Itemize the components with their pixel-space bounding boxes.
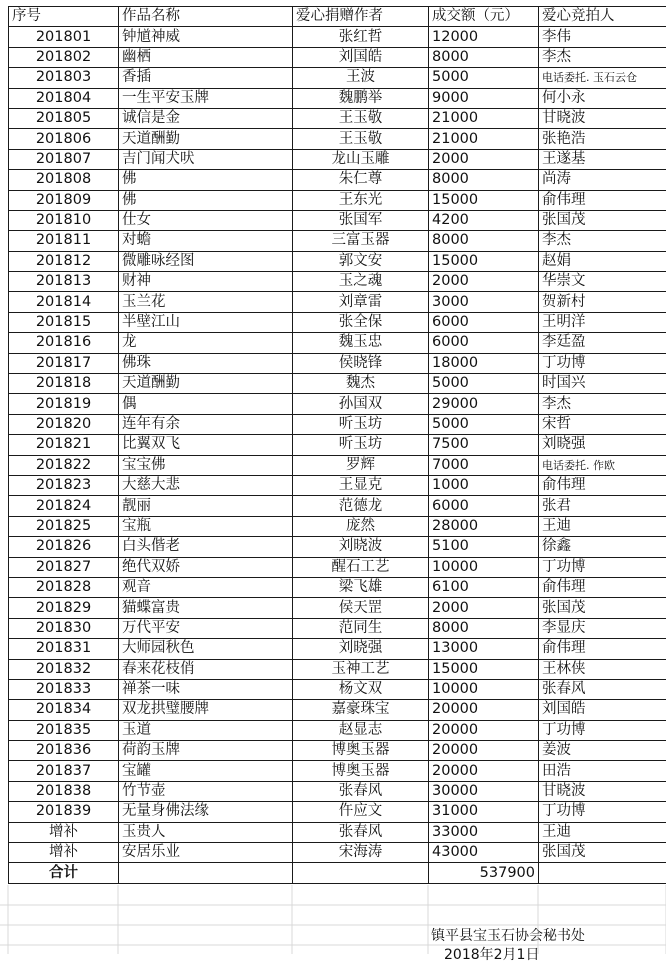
cell-deal-amount: 5100	[429, 537, 539, 557]
table-row	[9, 475, 666, 495]
cell-serial-number: 201831	[9, 639, 119, 659]
table-row	[9, 741, 666, 761]
cell-deal-amount: 5000	[429, 374, 539, 394]
table-row	[9, 394, 666, 414]
cell-deal-amount: 20000	[429, 700, 539, 720]
table-row	[9, 374, 666, 394]
cell-bidder: 赵娟	[539, 251, 666, 271]
cell-work-name: 无量身佛法缘	[119, 802, 293, 822]
cell-donor-author: 张春风	[293, 781, 429, 801]
cell-bidder: 俞伟理	[539, 577, 666, 597]
cell-deal-amount: 5000	[429, 68, 539, 88]
cell-serial-number: 201838	[9, 781, 119, 801]
table-row	[9, 190, 666, 210]
cell-serial-number: 增补	[9, 822, 119, 842]
cell-bidder: 俞伟理	[539, 475, 666, 495]
cell-deal-amount: 20000	[429, 741, 539, 761]
table-row	[9, 353, 666, 373]
cell-donor-author: 魏玉忠	[293, 333, 429, 353]
cell-bidder: 俞伟理	[539, 639, 666, 659]
cell-deal-amount: 15000	[429, 190, 539, 210]
cell-work-name: 天道酬勤	[119, 129, 293, 149]
cell-bidder: 张国茂	[539, 210, 666, 230]
cell-work-name: 春来花枝俏	[119, 659, 293, 679]
cell-bidder: 李杰	[539, 394, 666, 414]
cell-bidder: 时国兴	[539, 374, 666, 394]
cell-donor-author: 王波	[293, 68, 429, 88]
cell-work-name: 大师园秋色	[119, 639, 293, 659]
cell-serial-number: 201809	[9, 190, 119, 210]
table-row	[9, 781, 666, 801]
cell-bidder: 李伟	[539, 27, 666, 47]
table-row	[9, 618, 666, 638]
table-row	[9, 455, 666, 475]
cell-bidder: 甘晓波	[539, 781, 666, 801]
cell-deal-amount: 28000	[429, 516, 539, 536]
cell-serial-number: 201833	[9, 679, 119, 699]
cell-serial-number: 201822	[9, 455, 119, 475]
table-row	[9, 333, 666, 353]
cell-donor-author: 梁飞雄	[293, 577, 429, 597]
cell-work-name: 佛	[119, 170, 293, 190]
table-header-row	[9, 7, 666, 27]
cell-donor-author: 赵显志	[293, 720, 429, 740]
cell-donor-author: 张全保	[293, 312, 429, 332]
cell-bidder: 张国茂	[539, 598, 666, 618]
cell-work-name: 比翼双飞	[119, 435, 293, 455]
cell-donor-author: 张国军	[293, 210, 429, 230]
cell-bidder: 王遂基	[539, 149, 666, 169]
table-row	[9, 577, 666, 597]
cell-deal-amount: 6000	[429, 312, 539, 332]
total-empty-cell	[293, 863, 429, 883]
table-row	[9, 108, 666, 128]
table-row	[9, 272, 666, 292]
cell-serial-number: 201823	[9, 475, 119, 495]
cell-serial-number: 201827	[9, 557, 119, 577]
cell-donor-author: 仵应文	[293, 802, 429, 822]
cell-serial-number: 201815	[9, 312, 119, 332]
table-row	[9, 231, 666, 251]
total-label: 合计	[9, 863, 119, 883]
cell-deal-amount: 8000	[429, 170, 539, 190]
table-row	[9, 700, 666, 720]
cell-donor-author: 郭文安	[293, 251, 429, 271]
cell-donor-author: 侯晓锋	[293, 353, 429, 373]
cell-deal-amount: 3000	[429, 292, 539, 312]
cell-donor-author: 刘章雷	[293, 292, 429, 312]
cell-deal-amount: 13000	[429, 639, 539, 659]
header-bidder: 爱心竞拍人	[539, 7, 666, 27]
table-row	[9, 129, 666, 149]
cell-deal-amount: 5000	[429, 414, 539, 434]
header-deal-amount: 成交额（元）	[429, 7, 539, 27]
cell-deal-amount: 12000	[429, 27, 539, 47]
cell-work-name: 禅茶一味	[119, 679, 293, 699]
cell-work-name: 仕女	[119, 210, 293, 230]
cell-donor-author: 听玉坊	[293, 435, 429, 455]
cell-donor-author: 玉神工艺	[293, 659, 429, 679]
cell-serial-number: 201836	[9, 741, 119, 761]
cell-serial-number: 201817	[9, 353, 119, 373]
cell-work-name: 竹节壶	[119, 781, 293, 801]
cell-serial-number: 201828	[9, 577, 119, 597]
cell-serial-number: 201816	[9, 333, 119, 353]
cell-deal-amount: 15000	[429, 251, 539, 271]
table-row	[9, 414, 666, 434]
cell-deal-amount: 10000	[429, 557, 539, 577]
table-row	[9, 251, 666, 271]
cell-donor-author: 博奥玉器	[293, 761, 429, 781]
cell-deal-amount: 15000	[429, 659, 539, 679]
cell-bidder: 王明洋	[539, 312, 666, 332]
cell-donor-author: 玉之魂	[293, 272, 429, 292]
cell-bidder: 丁功博	[539, 557, 666, 577]
cell-serial-number: 201811	[9, 231, 119, 251]
cell-deal-amount: 4200	[429, 210, 539, 230]
cell-bidder: 李杰	[539, 47, 666, 67]
cell-deal-amount: 20000	[429, 720, 539, 740]
cell-work-name: 对蟾	[119, 231, 293, 251]
cell-deal-amount: 18000	[429, 353, 539, 373]
cell-bidder: 张国茂	[539, 843, 666, 863]
table-row	[9, 659, 666, 679]
cell-bidder: 王林侠	[539, 659, 666, 679]
cell-bidder: 宋哲	[539, 414, 666, 434]
cell-bidder: 何小永	[539, 88, 666, 108]
cell-bidder: 徐鑫	[539, 537, 666, 557]
cell-deal-amount: 8000	[429, 618, 539, 638]
cell-donor-author: 刘晓波	[293, 537, 429, 557]
cell-donor-author: 庞然	[293, 516, 429, 536]
cell-work-name: 佛	[119, 190, 293, 210]
cell-deal-amount: 31000	[429, 802, 539, 822]
header-serial-number: 序号	[9, 7, 119, 27]
cell-deal-amount: 8000	[429, 231, 539, 251]
cell-donor-author: 博奥玉器	[293, 741, 429, 761]
table-row	[9, 88, 666, 108]
cell-serial-number: 201835	[9, 720, 119, 740]
cell-serial-number: 201839	[9, 802, 119, 822]
cell-deal-amount: 43000	[429, 843, 539, 863]
cell-donor-author: 侯天罡	[293, 598, 429, 618]
table-row	[9, 170, 666, 190]
header-donor-author: 爱心捐赠作者	[293, 7, 429, 27]
auction-records-table	[8, 6, 666, 884]
cell-serial-number: 201818	[9, 374, 119, 394]
cell-deal-amount: 33000	[429, 822, 539, 842]
cell-serial-number: 201802	[9, 47, 119, 67]
cell-serial-number: 201826	[9, 537, 119, 557]
cell-bidder: 田浩	[539, 761, 666, 781]
cell-deal-amount: 21000	[429, 129, 539, 149]
cell-deal-amount: 29000	[429, 394, 539, 414]
cell-donor-author: 杨文双	[293, 679, 429, 699]
cell-work-name: 安居乐业	[119, 843, 293, 863]
cell-donor-author: 醒石工艺	[293, 557, 429, 577]
table-row	[9, 68, 666, 88]
cell-deal-amount: 20000	[429, 761, 539, 781]
table-row	[9, 292, 666, 312]
total-empty-cell	[119, 863, 293, 883]
cell-deal-amount: 6100	[429, 577, 539, 597]
cell-work-name: 香插	[119, 68, 293, 88]
cell-donor-author: 龙山玉雕	[293, 149, 429, 169]
cell-deal-amount: 2000	[429, 598, 539, 618]
cell-serial-number: 201803	[9, 68, 119, 88]
cell-serial-number: 201807	[9, 149, 119, 169]
cell-work-name: 猫蝶富贵	[119, 598, 293, 618]
cell-bidder: 张君	[539, 496, 666, 516]
cell-serial-number: 201801	[9, 27, 119, 47]
cell-deal-amount: 6000	[429, 333, 539, 353]
cell-deal-amount: 10000	[429, 679, 539, 699]
cell-donor-author: 张春风	[293, 822, 429, 842]
cell-donor-author: 朱仁尊	[293, 170, 429, 190]
cell-donor-author: 宋海涛	[293, 843, 429, 863]
cell-work-name: 宝宝佛	[119, 455, 293, 475]
cell-serial-number: 201824	[9, 496, 119, 516]
footer-organization: 镇平县宝玉石协会秘书处	[431, 925, 585, 945]
cell-work-name: 佛珠	[119, 353, 293, 373]
cell-bidder: 张艳浩	[539, 129, 666, 149]
cell-bidder: 李杰	[539, 231, 666, 251]
cell-work-name: 双龙拱璧腰牌	[119, 700, 293, 720]
cell-work-name: 观音	[119, 577, 293, 597]
cell-bidder: 丁功博	[539, 720, 666, 740]
cell-serial-number: 201830	[9, 618, 119, 638]
cell-donor-author: 孙国双	[293, 394, 429, 414]
cell-work-name: 玉兰花	[119, 292, 293, 312]
cell-bidder: 丁功博	[539, 802, 666, 822]
cell-work-name: 幽栖	[119, 47, 293, 67]
cell-serial-number: 201805	[9, 108, 119, 128]
table-row	[9, 761, 666, 781]
cell-work-name: 绝代双娇	[119, 557, 293, 577]
cell-work-name: 白头偕老	[119, 537, 293, 557]
cell-work-name: 大慈大悲	[119, 475, 293, 495]
table-row	[9, 210, 666, 230]
cell-donor-author: 嘉豪珠宝	[293, 700, 429, 720]
cell-deal-amount: 21000	[429, 108, 539, 128]
cell-bidder: 姜波	[539, 741, 666, 761]
cell-deal-amount: 9000	[429, 88, 539, 108]
cell-serial-number: 201806	[9, 129, 119, 149]
cell-serial-number: 增补	[9, 843, 119, 863]
cell-bidder: 电话委托. 玉石云仓	[539, 68, 666, 88]
table-row	[9, 496, 666, 516]
cell-donor-author: 魏杰	[293, 374, 429, 394]
cell-deal-amount: 30000	[429, 781, 539, 801]
table-row	[9, 516, 666, 536]
cell-work-name: 一生平安玉牌	[119, 88, 293, 108]
cell-donor-author: 范同生	[293, 618, 429, 638]
cell-deal-amount: 8000	[429, 47, 539, 67]
cell-serial-number: 201804	[9, 88, 119, 108]
cell-deal-amount: 6000	[429, 496, 539, 516]
table-row	[9, 557, 666, 577]
cell-donor-author: 范德龙	[293, 496, 429, 516]
cell-serial-number: 201819	[9, 394, 119, 414]
cell-serial-number: 201837	[9, 761, 119, 781]
table-row	[9, 679, 666, 699]
cell-serial-number: 201820	[9, 414, 119, 434]
cell-donor-author: 刘国皓	[293, 47, 429, 67]
cell-bidder: 李显庆	[539, 618, 666, 638]
table-row	[9, 537, 666, 557]
cell-bidder: 张春风	[539, 679, 666, 699]
cell-work-name: 财神	[119, 272, 293, 292]
cell-work-name: 偶	[119, 394, 293, 414]
cell-bidder: 王迪	[539, 516, 666, 536]
cell-serial-number: 201829	[9, 598, 119, 618]
total-value: 537900	[429, 863, 539, 883]
cell-deal-amount: 2000	[429, 272, 539, 292]
cell-work-name: 靓丽	[119, 496, 293, 516]
table-row	[9, 720, 666, 740]
cell-work-name: 玉贵人	[119, 822, 293, 842]
cell-bidder: 刘国皓	[539, 700, 666, 720]
cell-serial-number: 201825	[9, 516, 119, 536]
cell-serial-number: 201832	[9, 659, 119, 679]
table-row	[9, 822, 666, 842]
total-row	[9, 863, 666, 883]
cell-work-name: 宝罐	[119, 761, 293, 781]
cell-bidder: 华崇文	[539, 272, 666, 292]
cell-serial-number: 201812	[9, 251, 119, 271]
cell-deal-amount: 7500	[429, 435, 539, 455]
cell-donor-author: 听玉坊	[293, 414, 429, 434]
cell-deal-amount: 2000	[429, 149, 539, 169]
cell-serial-number: 201813	[9, 272, 119, 292]
table-row	[9, 149, 666, 169]
table-row	[9, 435, 666, 455]
cell-donor-author: 王东光	[293, 190, 429, 210]
cell-work-name: 钟馗神威	[119, 27, 293, 47]
cell-donor-author: 王玉敬	[293, 129, 429, 149]
cell-donor-author: 张红哲	[293, 27, 429, 47]
cell-bidder: 尚涛	[539, 170, 666, 190]
header-work-name: 作品名称	[119, 7, 293, 27]
cell-serial-number: 201814	[9, 292, 119, 312]
cell-bidder: 电话委托. 作欧	[539, 455, 666, 475]
cell-bidder: 王迪	[539, 822, 666, 842]
table-row	[9, 802, 666, 822]
cell-donor-author: 罗辉	[293, 455, 429, 475]
cell-serial-number: 201808	[9, 170, 119, 190]
cell-serial-number: 201821	[9, 435, 119, 455]
cell-work-name: 宝瓶	[119, 516, 293, 536]
cell-donor-author: 王玉敬	[293, 108, 429, 128]
total-empty-cell	[539, 863, 666, 883]
cell-bidder: 李廷盈	[539, 333, 666, 353]
cell-bidder: 俞伟理	[539, 190, 666, 210]
cell-donor-author: 王显克	[293, 475, 429, 495]
cell-work-name: 荷韵玉牌	[119, 741, 293, 761]
cell-work-name: 玉道	[119, 720, 293, 740]
cell-bidder: 丁功博	[539, 353, 666, 373]
cell-work-name: 万代平安	[119, 618, 293, 638]
cell-donor-author: 魏鹏举	[293, 88, 429, 108]
cell-work-name: 天道酬勤	[119, 374, 293, 394]
cell-work-name: 微雕咏经图	[119, 251, 293, 271]
table-row	[9, 47, 666, 67]
cell-work-name: 诚信是金	[119, 108, 293, 128]
footer-date: 2018年2月1日	[444, 944, 539, 964]
cell-work-name: 连年有余	[119, 414, 293, 434]
table-row	[9, 639, 666, 659]
table-row	[9, 843, 666, 863]
cell-work-name: 半壁江山	[119, 312, 293, 332]
cell-donor-author: 三富玉器	[293, 231, 429, 251]
cell-bidder: 贺新村	[539, 292, 666, 312]
table-row	[9, 27, 666, 47]
table-row	[9, 598, 666, 618]
cell-bidder: 刘晓强	[539, 435, 666, 455]
cell-serial-number: 201834	[9, 700, 119, 720]
cell-work-name: 吉门闻犬吠	[119, 149, 293, 169]
cell-deal-amount: 7000	[429, 455, 539, 475]
cell-donor-author: 刘晓强	[293, 639, 429, 659]
cell-work-name: 龙	[119, 333, 293, 353]
cell-deal-amount: 1000	[429, 475, 539, 495]
cell-bidder: 甘晓波	[539, 108, 666, 128]
cell-serial-number: 201810	[9, 210, 119, 230]
table-row	[9, 312, 666, 332]
